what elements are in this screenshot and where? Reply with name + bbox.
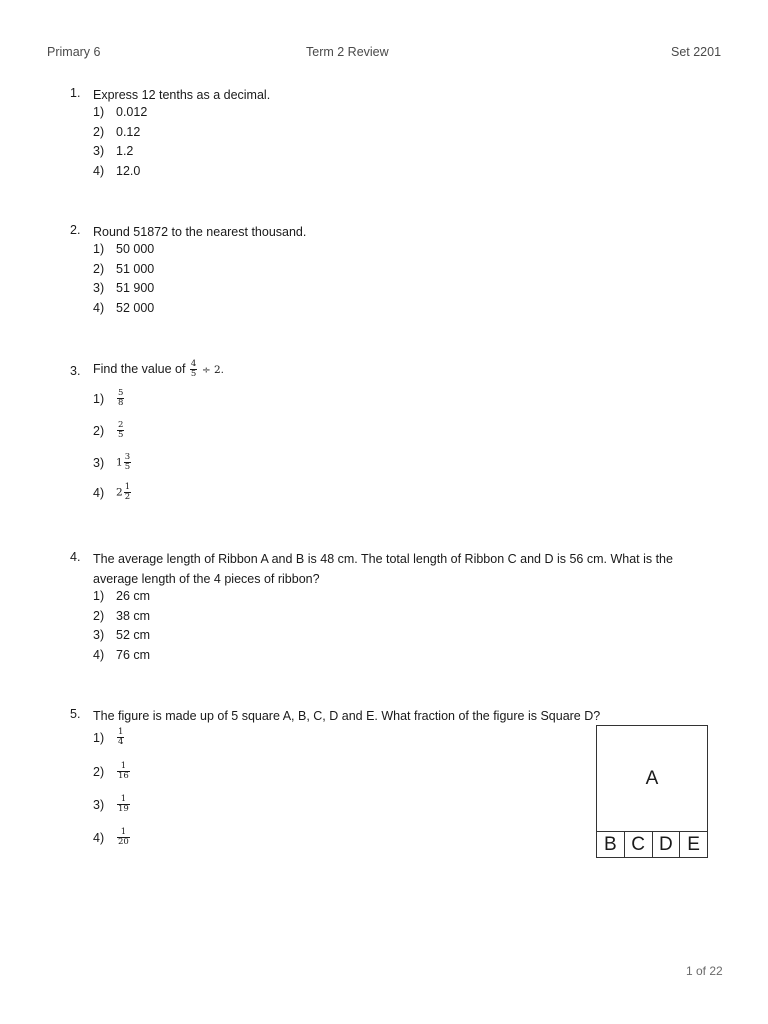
option	[93, 448, 132, 476]
question-number: 1.	[70, 86, 81, 100]
question-number: 4.	[70, 550, 81, 564]
header-title: Term 2 Review	[306, 45, 389, 59]
option-number: 2)	[93, 262, 105, 276]
option	[93, 478, 132, 506]
option	[93, 625, 150, 645]
option	[93, 757, 131, 785]
mixed-whole: 2	[116, 486, 123, 499]
option-fraction	[117, 421, 124, 440]
option-value	[116, 421, 125, 440]
option-value	[116, 762, 131, 781]
option-number: 3)	[93, 455, 105, 470]
fraction-numerator: 1	[118, 727, 124, 738]
option-number: 3)	[93, 144, 105, 158]
option	[93, 102, 147, 122]
option-value: 38 cm	[116, 609, 151, 623]
square-b: B	[597, 832, 625, 857]
option	[93, 122, 140, 142]
option-value: 1.2	[116, 144, 134, 158]
fraction-numerator: 1	[117, 795, 130, 805]
option-value: 12.0	[116, 164, 141, 178]
option-number: 1)	[93, 105, 105, 119]
question-text: The average length of Ribbon A and B is 48 cm. The total length of Ribbon C and D is 56 cm. What is the average length of the 4 pieces of ribbon?	[93, 552, 673, 586]
option-fraction	[117, 728, 124, 747]
fraction-numerator: 2	[118, 420, 124, 431]
fraction-denominator: 5	[124, 462, 131, 473]
option-number: 4)	[93, 301, 105, 315]
option-fraction	[117, 795, 130, 814]
expression-fraction	[190, 360, 197, 379]
square-c: C	[625, 832, 653, 857]
fraction-denominator: 16	[118, 771, 129, 782]
option-value: 26 cm	[116, 589, 151, 603]
question-text-prefix: Find the value of	[93, 362, 186, 376]
fraction-denominator: 8	[118, 398, 124, 409]
option-fraction	[124, 453, 131, 472]
option-value: 52 cm	[116, 628, 151, 642]
small-squares-row	[597, 832, 707, 857]
option-value: 51 000	[116, 262, 155, 276]
option-fraction	[117, 828, 130, 847]
option	[93, 259, 154, 279]
fraction-denominator: 2	[124, 492, 131, 503]
option	[93, 823, 131, 851]
option-number: 1)	[93, 242, 105, 256]
fraction-numerator: 1	[117, 828, 130, 838]
mixed-whole: 1	[116, 456, 123, 469]
square-d: D	[653, 832, 681, 857]
option-value	[116, 728, 125, 747]
question-number: 2.	[70, 223, 81, 237]
option	[93, 790, 131, 818]
option-value	[116, 453, 132, 472]
option-fraction	[117, 762, 130, 781]
option-value: 50 000	[116, 242, 155, 256]
option-value	[116, 795, 131, 814]
option-value: 52 000	[116, 301, 155, 315]
question-number: 3.	[70, 364, 81, 378]
option-value	[116, 483, 132, 502]
fraction-numerator: 5	[118, 388, 124, 399]
header-level: Primary 6	[47, 45, 101, 59]
header-set: Set 2201	[671, 45, 722, 59]
option-number: 4)	[93, 830, 105, 845]
option-number: 2)	[93, 125, 105, 139]
option	[93, 278, 154, 298]
option-number: 3)	[93, 281, 105, 295]
option-number: 3)	[93, 797, 105, 812]
option-fraction	[124, 483, 131, 502]
question-text: Express 12 tenths as a decimal.	[93, 88, 271, 102]
option-value	[116, 828, 131, 847]
fraction-numerator: 3	[124, 452, 131, 463]
fraction-numerator: 1	[124, 482, 131, 493]
option-number: 2)	[93, 423, 105, 438]
square-e: E	[687, 833, 700, 855]
fraction-denominator: 4	[118, 737, 124, 748]
question-text	[93, 360, 703, 381]
option	[93, 416, 125, 444]
square-a: A	[597, 726, 707, 832]
expression-rest: ÷ 2.	[201, 364, 224, 376]
option-number: 3)	[93, 628, 105, 642]
fraction-denominator: 20	[118, 837, 129, 848]
fraction-numerator: 4	[190, 359, 197, 370]
fraction-denominator: 5	[190, 369, 197, 380]
option-number: 1)	[93, 730, 105, 745]
option-number: 4)	[93, 648, 105, 662]
option	[93, 239, 154, 259]
option-number: 1)	[93, 391, 105, 406]
fraction-denominator: 19	[118, 804, 129, 815]
option	[93, 384, 125, 412]
option-value: 0.12	[116, 125, 141, 139]
page-number: 1 of 22	[686, 964, 723, 978]
option	[93, 161, 140, 181]
option	[93, 606, 150, 626]
option-fraction	[117, 389, 124, 408]
option	[93, 586, 150, 606]
option-value	[116, 389, 125, 408]
question-text: The figure is made up of 5 square A, B, C, D and E. What fraction of the figure is Square D?	[93, 709, 601, 723]
option-number: 2)	[93, 764, 105, 779]
option-value: 76 cm	[116, 648, 151, 662]
fraction-denominator: 5	[118, 430, 124, 441]
option	[93, 298, 154, 318]
option	[93, 645, 150, 665]
squares-figure	[596, 725, 708, 858]
option-number: 4)	[93, 164, 105, 178]
option	[93, 141, 133, 161]
question-number: 5.	[70, 707, 81, 721]
option	[93, 723, 125, 751]
question-text: Round 51872 to the nearest thousand.	[93, 225, 307, 239]
option-number: 2)	[93, 609, 105, 623]
option-number: 1)	[93, 589, 105, 603]
option-value: 0.012	[116, 105, 148, 119]
fraction-numerator: 1	[117, 762, 130, 772]
option-number: 4)	[93, 485, 105, 500]
option-value: 51 900	[116, 281, 155, 295]
